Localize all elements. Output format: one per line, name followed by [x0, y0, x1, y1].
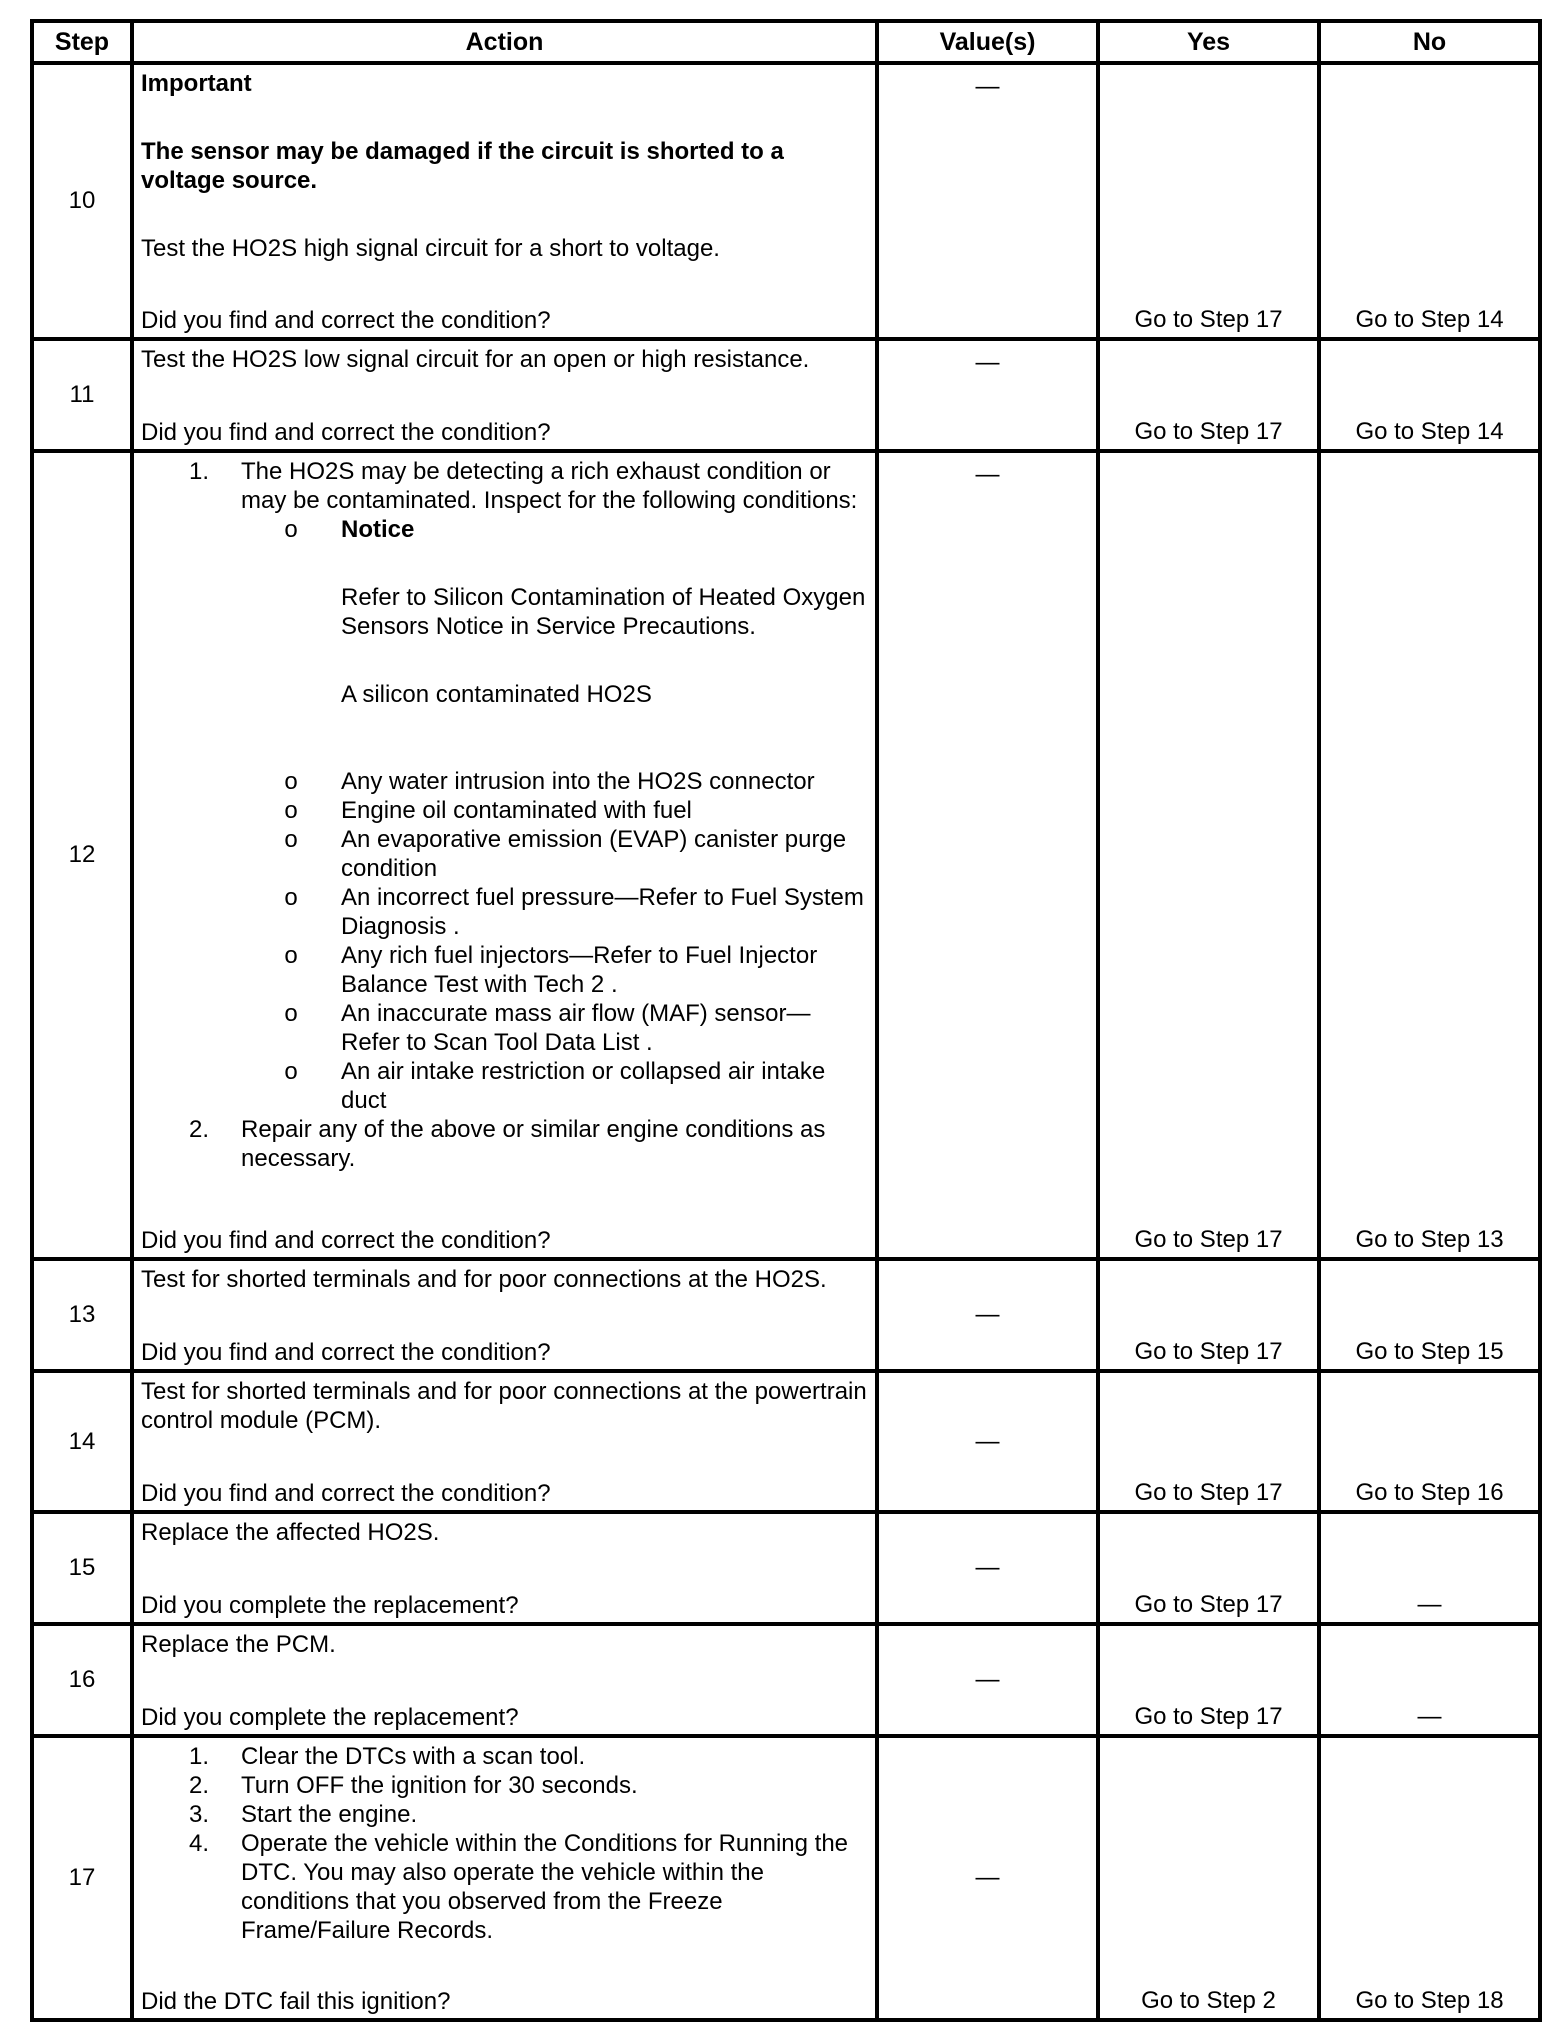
action-text: Test for shorted terminals and for poor connections at the powertrain control module (PCM).: [141, 1378, 867, 1434]
item-text: The HO2S may be detecting a rich exhaust condition or may be contaminated. Inspect for the following conditions:: [241, 458, 858, 514]
no-cell: —: [1319, 1512, 1540, 1624]
value-cell: [877, 451, 1098, 1259]
warning-text: The sensor may be damaged if the circuit is shorted to a voltage source.: [141, 138, 784, 194]
value-dash: —: [975, 1666, 1000, 1693]
item-text: Start the engine.: [241, 1801, 418, 1828]
list-item: [141, 1829, 869, 1945]
bullet-marker: o: [284, 797, 298, 824]
value-dash: —: [975, 1554, 1000, 1581]
question-text: Did you complete the replacement?: [141, 1704, 519, 1731]
bullet-text: An air intake restriction or collapsed air intake duct: [341, 1058, 826, 1114]
numbered-list: [141, 457, 869, 1173]
bullet-text: Engine oil contaminated with fuel: [341, 797, 692, 824]
header-row: [32, 21, 1540, 63]
item-number: 2.: [188, 1116, 209, 1143]
action-cell: [132, 451, 877, 1259]
table-row: [32, 1512, 1540, 1624]
list-item: [141, 1742, 869, 1771]
item-number: 4.: [188, 1830, 209, 1857]
action-cell: [132, 339, 877, 451]
bullet-text: An incorrect fuel pressure—Refer to Fuel System Diagnosis .: [341, 884, 864, 940]
item-number: 2.: [188, 1772, 209, 1799]
important-label: Important: [141, 70, 252, 97]
header-action: Action: [132, 21, 877, 63]
header-yes: Yes: [1098, 21, 1319, 63]
action-cell: [132, 1371, 877, 1512]
bullet-marker: o: [284, 826, 298, 853]
value-dash: —: [975, 1427, 1000, 1455]
item-text: Operate the vehicle within the Conditions for Running the DTC. You may also operate the vehicle within the conditions that you observed from the Freeze Frame/Failure Records.: [241, 1830, 849, 1944]
list-item: [241, 825, 869, 883]
bullet-marker: o: [284, 1058, 298, 1085]
table-row: [32, 63, 1540, 339]
list-item: [141, 1115, 869, 1173]
bullet-marker: o: [284, 1000, 298, 1027]
step-number: 12: [32, 451, 132, 1259]
question-text: Did the DTC fail this ignition?: [141, 1988, 451, 2015]
item-text: Turn OFF the ignition for 30 seconds.: [241, 1772, 638, 1799]
question-text: Did you find and correct the condition?: [141, 1227, 551, 1254]
no-cell: Go to Step 16: [1319, 1371, 1540, 1512]
action-text: Replace the PCM.: [141, 1631, 336, 1658]
yes-cell: Go to Step 17: [1098, 339, 1319, 451]
value-dash: —: [975, 1864, 1000, 1891]
yes-cell: Go to Step 17: [1098, 1512, 1319, 1624]
question-text: Did you find and correct the condition?: [141, 1339, 551, 1366]
step-number: 11: [32, 339, 132, 451]
list-item: [141, 1800, 869, 1829]
item-text: Clear the DTCs with a scan tool.: [241, 1743, 586, 1770]
list-item: [141, 1771, 869, 1800]
step-number: 16: [32, 1624, 132, 1736]
value-cell: [877, 1512, 1098, 1624]
action-text: Test the HO2S high signal circuit for a short to voltage.: [141, 235, 720, 262]
table-row: [32, 1624, 1540, 1736]
value-dash: —: [975, 349, 1000, 376]
action-text: Test for shorted terminals and for poor connections at the HO2S.: [141, 1266, 827, 1293]
step-number: 17: [32, 1736, 132, 2020]
question-text: Did you find and correct the condition?: [141, 307, 551, 334]
value-cell: [877, 339, 1098, 451]
yes-cell: Go to Step 17: [1098, 1624, 1319, 1736]
step-number: 15: [32, 1512, 132, 1624]
bullet-text: Any rich fuel injectors—Refer to Fuel Injector Balance Test with Tech 2 .: [341, 942, 818, 998]
item-number: 3.: [188, 1801, 209, 1828]
table-row: [32, 1736, 1540, 2020]
notice-text: Refer to Silicon Contamination of Heated Oxygen Sensors Notice in Service Precautions.: [341, 584, 866, 640]
yes-cell: Go to Step 17: [1098, 63, 1319, 339]
list-item: [141, 457, 869, 1115]
silicon-text: A silicon contaminated HO2S: [341, 681, 652, 708]
list-item: [241, 941, 869, 999]
step-number: 10: [32, 63, 132, 339]
bullet-text: An inaccurate mass air flow (MAF) sensor—Refer to Scan Tool Data List .: [341, 1000, 811, 1056]
table-row: [32, 451, 1540, 1259]
step-number: 14: [32, 1371, 132, 1512]
table-row: [32, 339, 1540, 451]
action-cell: [132, 1512, 877, 1624]
list-item: [241, 515, 869, 767]
value-dash: —: [975, 461, 1000, 488]
bullet-list: [241, 515, 869, 1115]
list-item: [241, 1057, 869, 1115]
no-cell: Go to Step 13: [1319, 451, 1540, 1259]
bullet-text: An evaporative emission (EVAP) canister purge condition: [341, 826, 847, 882]
diagnostic-table: [30, 19, 1542, 2022]
header-step: Step: [32, 21, 132, 63]
bullet-marker: o: [284, 942, 298, 969]
question-text: Did you complete the replacement?: [141, 1592, 519, 1619]
bullet-marker: o: [284, 516, 298, 543]
list-item: [241, 883, 869, 941]
value-cell: [877, 1259, 1098, 1371]
list-item: [241, 999, 869, 1057]
list-item: [241, 767, 869, 796]
header-values: Value(s): [877, 21, 1098, 63]
no-cell: Go to Step 14: [1319, 63, 1540, 339]
no-cell: Go to Step 15: [1319, 1259, 1540, 1371]
yes-cell: Go to Step 2: [1098, 1736, 1319, 2020]
bullet-text: Any water intrusion into the HO2S connector: [341, 768, 815, 795]
action-cell: [132, 63, 877, 339]
table-row: [32, 1259, 1540, 1371]
action-text: Test the HO2S low signal circuit for an open or high resistance.: [141, 346, 810, 373]
no-cell: Go to Step 18: [1319, 1736, 1540, 2020]
no-cell: Go to Step 14: [1319, 339, 1540, 451]
list-item: [241, 796, 869, 825]
numbered-list: [141, 1742, 869, 1945]
table-row: [32, 1371, 1540, 1512]
header-no: No: [1319, 21, 1540, 63]
value-cell: [877, 1371, 1098, 1512]
yes-cell: Go to Step 17: [1098, 451, 1319, 1259]
value-cell: [877, 1624, 1098, 1736]
action-cell: [132, 1259, 877, 1371]
yes-cell: Go to Step 17: [1098, 1259, 1319, 1371]
action-text: Replace the affected HO2S.: [141, 1519, 440, 1546]
value-cell: [877, 1736, 1098, 2020]
question-text: Did you find and correct the condition?: [141, 419, 551, 446]
no-cell: —: [1319, 1624, 1540, 1736]
notice-label: Notice: [341, 516, 415, 543]
value-dash: —: [975, 73, 1000, 100]
step-number: 13: [32, 1259, 132, 1371]
bullet-marker: o: [284, 768, 298, 795]
value-cell: [877, 63, 1098, 339]
yes-cell: Go to Step 17: [1098, 1371, 1319, 1512]
question-text: Did you find and correct the condition?: [141, 1480, 551, 1507]
bullet-marker: o: [284, 884, 298, 911]
action-cell: [132, 1736, 877, 2020]
action-cell: [132, 1624, 877, 1736]
item-text: Repair any of the above or similar engine conditions as necessary.: [241, 1116, 826, 1172]
item-number: 1.: [188, 1743, 209, 1770]
item-number: 1.: [188, 458, 209, 485]
value-dash: —: [975, 1301, 1000, 1328]
